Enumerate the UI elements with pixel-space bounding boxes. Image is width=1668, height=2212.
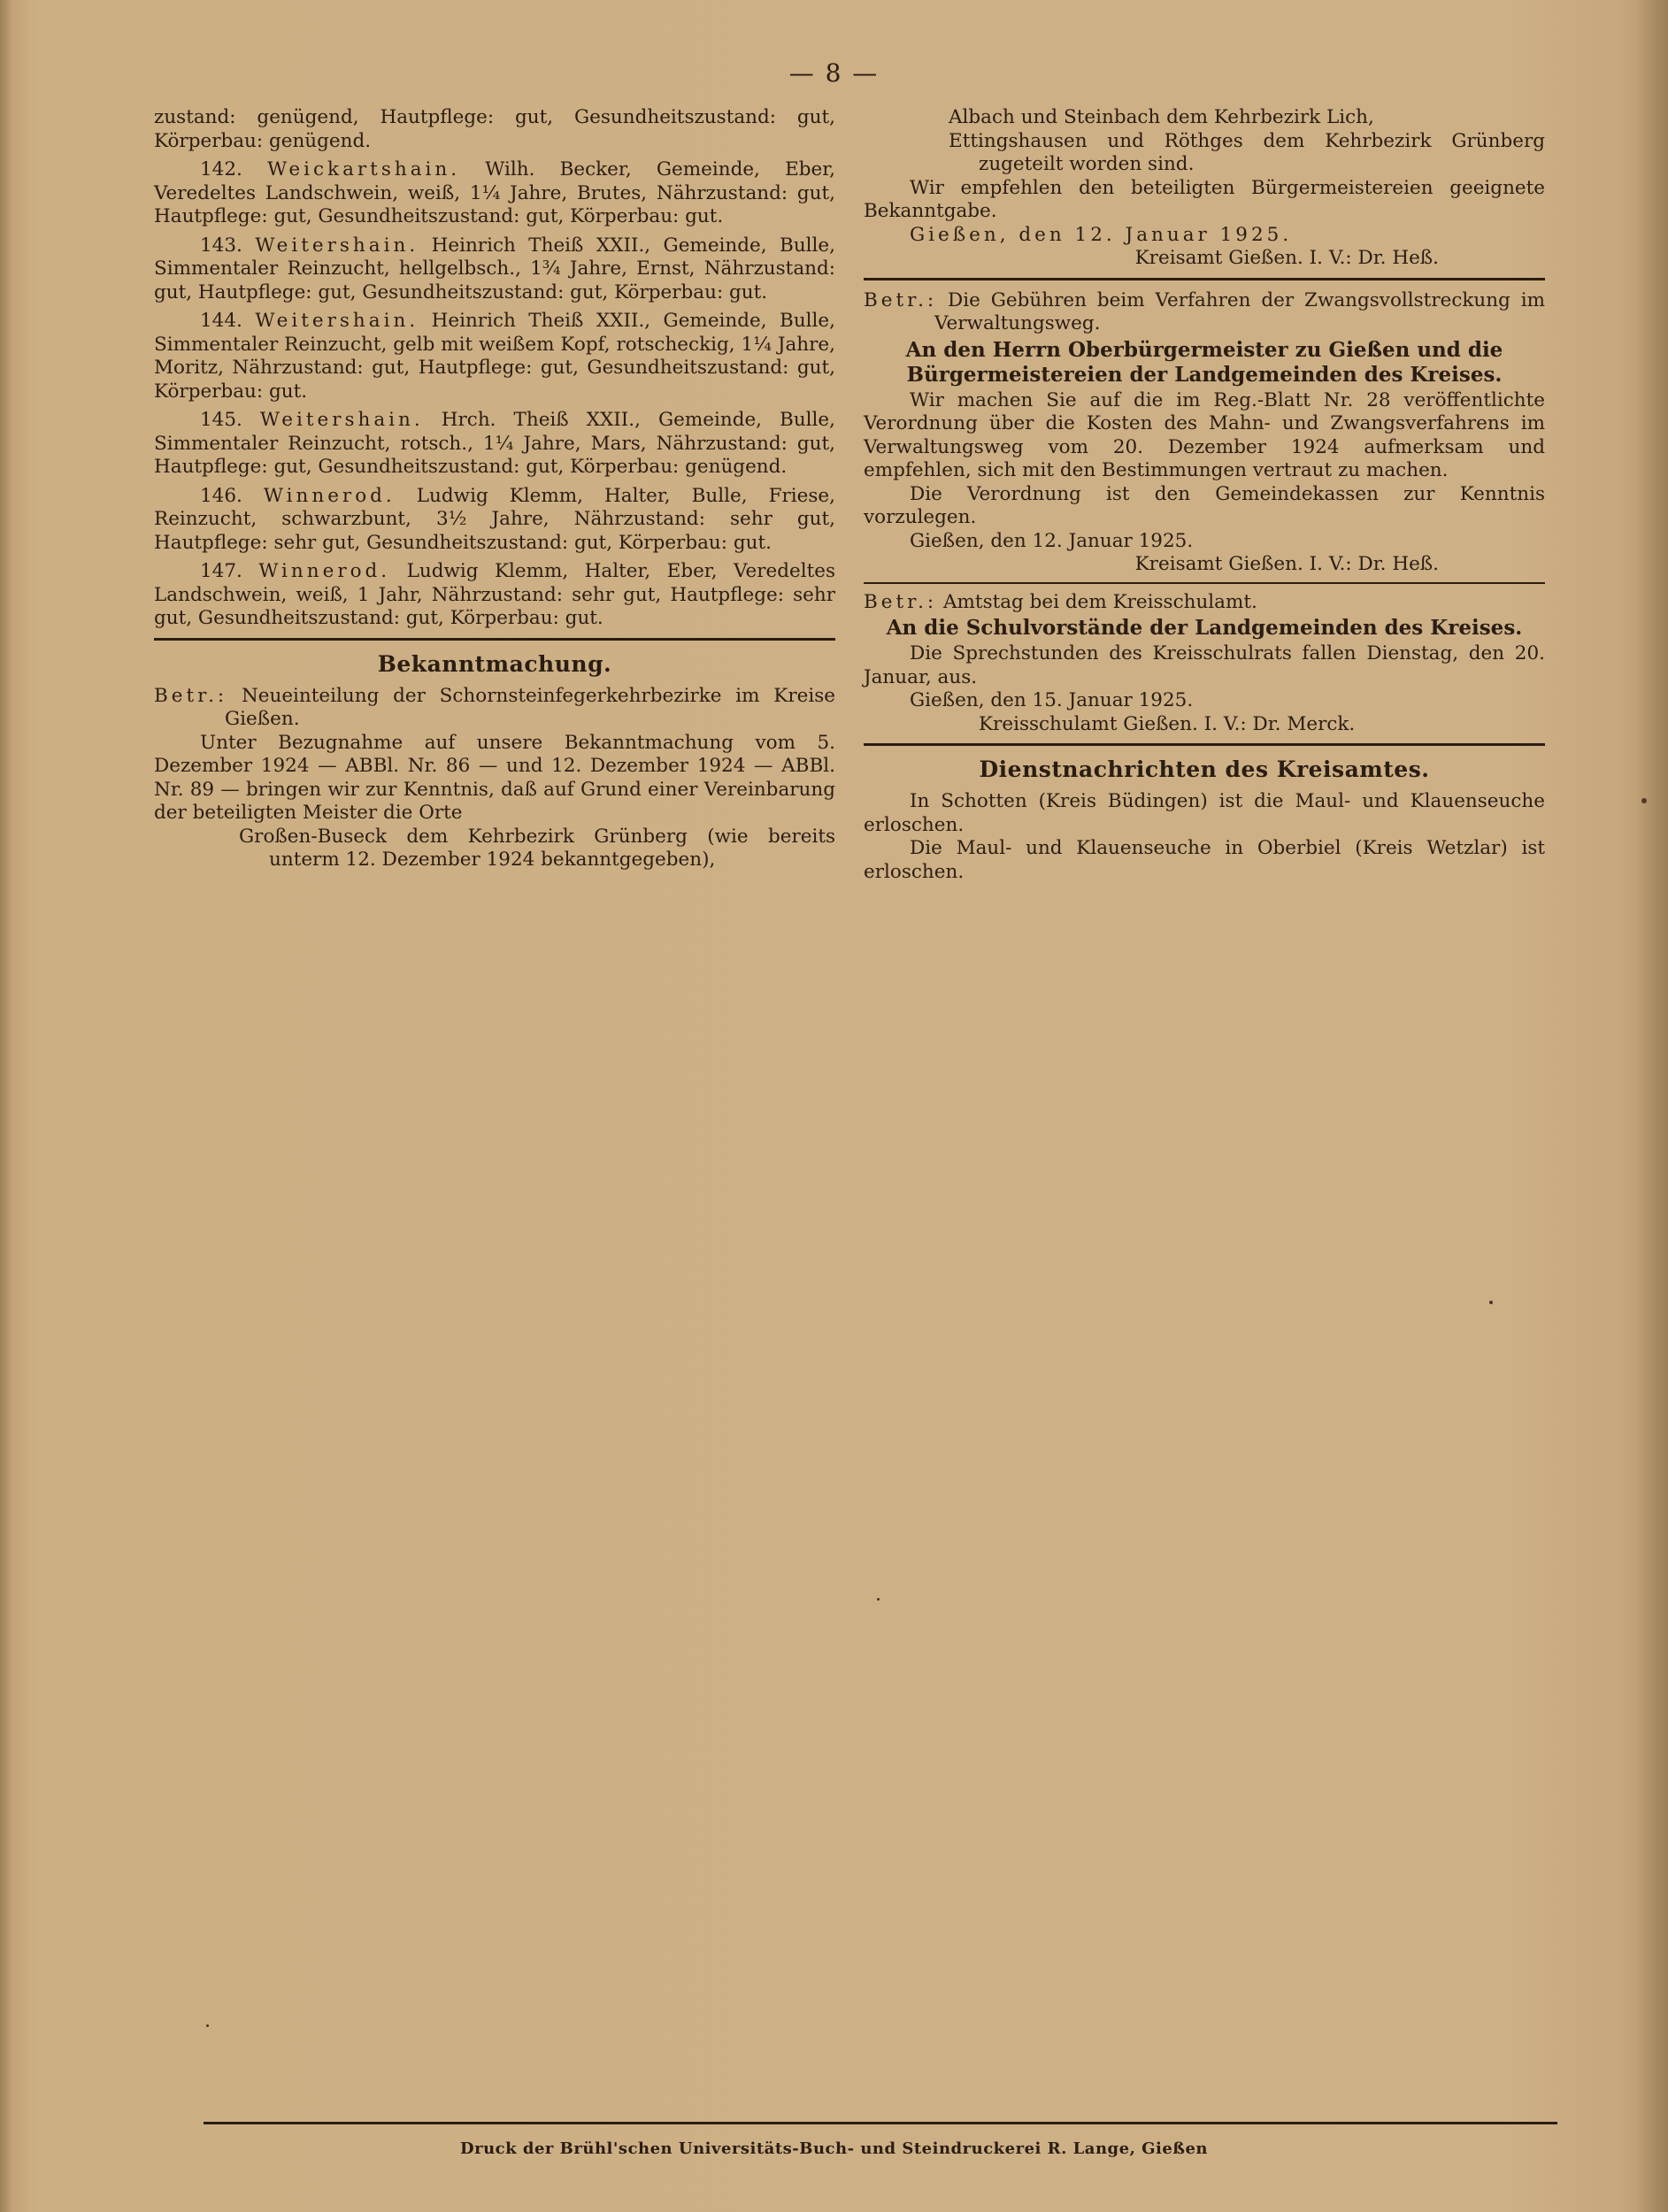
place-list-item: Ettingshausen und Röthges dem Kehrbezirk Grünberg zugeteilt worden sind.: [949, 129, 1545, 175]
notice-date: Gießen, den 12. Januar 1925.: [910, 223, 1293, 246]
notice-heading: Dienstnachrichten des Kreisamtes.: [979, 757, 1430, 782]
notice-signature: Kreisschulamt Gießen. I. V.: Dr. Merck.: [979, 712, 1356, 735]
betr-label: Betr.:: [864, 288, 938, 311]
entry-number: 142.: [200, 158, 242, 180]
notice-subject: [154, 685, 835, 732]
notice-addressee: An den Herrn Oberbürgermeister zu Gießen und die Bürgermeistereien der Landgemeinden des Kreises.: [905, 337, 1503, 387]
right-column: [864, 106, 1545, 884]
section-divider: [154, 638, 835, 641]
entry-146: [154, 485, 835, 556]
entry-143: [154, 234, 835, 305]
section-divider: [864, 582, 1545, 584]
ink-speck: [1641, 798, 1647, 803]
entry-number: 144.: [200, 310, 242, 332]
notice-body: Die Maul- und Klauenseuche in Oberbiel (Kreis Wetzlar) ist erloschen.: [864, 837, 1545, 883]
entry-144: [154, 310, 835, 403]
notice-body: Die Verordnung ist den Gemeindekassen zur Kenntnis vorzulegen.: [864, 482, 1545, 528]
section-divider: [864, 743, 1545, 746]
page-number: — 8 —: [788, 58, 880, 88]
place-list-item: Albach und Steinbach dem Kehrbezirk Lich,: [949, 106, 1374, 128]
entry-number: 145.: [200, 409, 242, 431]
recommendation-text: Wir empfehlen den beteiligten Bürgermeistereien geeignete Bekanntgabe.: [864, 176, 1545, 222]
left-column: [154, 106, 835, 872]
notice-subject: [864, 289, 1545, 336]
notice-place-list: Großen-Buseck dem Kehrbezirk Grünberg (wie bereits unterm 12. Dezember 1924 bekanntgegeben),: [239, 825, 835, 871]
ink-speck: [877, 1598, 880, 1601]
notice-signature: Kreisamt Gießen. I. V.: Dr. Heß.: [1134, 247, 1439, 269]
entry-place: Weitershain.: [255, 234, 419, 257]
betr-text: Amtstag bei dem Kreisschulamt.: [943, 590, 1257, 613]
entry-147: [154, 560, 835, 631]
notice-body: In Schotten (Kreis Büdingen) ist die Maul- und Klauenseuche erloschen.: [864, 790, 1545, 836]
entry-place: Winnerod.: [258, 560, 391, 582]
notice-date: Gießen, den 12. Januar 1925.: [910, 529, 1194, 552]
ink-speck: [206, 2024, 209, 2027]
notice-addressee: An die Schulvorstände der Landgemeinden des Kreises.: [886, 616, 1523, 640]
betr-text: Die Gebühren beim Verfahren der Zwangsvollstreckung im Verwaltungsweg.: [934, 288, 1545, 334]
footer-divider: [204, 2122, 1557, 2124]
entry-number: 143.: [200, 234, 242, 257]
entry-text: Hrch. Theiß XXII., Gemeinde, Bulle, Simmentaler Reinzucht, rotsch., 1¼ Jahre, Mars, Nährzustand: gut, Hautpflege: gut, Gesundheitszustand: gut, Körperbau: genügend.: [154, 409, 835, 478]
entry-place: Winnerod.: [263, 484, 396, 507]
entry-number: 146.: [200, 484, 242, 507]
ink-speck: [1489, 1301, 1493, 1304]
betr-label: Betr.:: [154, 684, 228, 707]
notice-heading: Bekanntmachung.: [377, 650, 612, 677]
entry-text: Ludwig Klemm, Halter, Eber, Veredeltes Landschwein, weiß, 1 Jahr, Nährzustand: sehr gut, Hautpflege: sehr gut, Gesundheitszustand: gut, Körperbau: gut.: [154, 560, 836, 629]
entry-text: Wilh. Becker, Gemeinde, Eber, Veredeltes Landschwein, weiß, 1¼ Jahre, Brutes, Nährzustand: gut, Hautpflege: gut, Gesundheitszustand: gut, Körperbau: gut.: [154, 158, 835, 227]
entry-place: Weitershain.: [259, 409, 424, 431]
notice-subject: [864, 591, 1545, 615]
notice-signature: Kreisamt Gießen. I. V.: Dr. Heß.: [1134, 553, 1439, 575]
entry-145: [154, 409, 835, 480]
notice-date: Gießen, den 15. Januar 1925.: [910, 689, 1194, 711]
entry-text: Heinrich Theiß XXII., Gemeinde, Bulle, Simmentaler Reinzucht, hellgelbsch., 1¾ Jahre, Ernst, Nährzustand: gut, Hautpflege: gut, Gesundheitszustand: gut, Körperbau: gut.: [154, 234, 835, 303]
entry-text: Ludwig Klemm, Halter, Bulle, Friese, Reinzucht, schwarzbunt, 3½ Jahre, Nährzustand: sehr gut, Hautpflege: sehr gut, Gesundheitszustand: gut, Körperbau: gut.: [154, 484, 835, 554]
printer-imprint: Druck der Brühl'schen Universitäts-Buch- und Steindruckerei R. Lange, Gießen: [460, 2139, 1208, 2158]
entry-142: [154, 158, 835, 229]
entry-text: Heinrich Theiß XXII., Gemeinde, Bulle, Simmentaler Reinzucht, gelb mit weißem Kopf, rotscheckig, 1¼ Jahre, Moritz, Nährzustand: gut, Hautpflege: gut, Gesundheitszustand: gut, Körperbau: gut.: [154, 310, 835, 403]
betr-text: Neueinteilung der Schornsteinfegerkehrbezirke im Kreise Gießen.: [225, 684, 836, 730]
notice-body: Wir machen Sie auf die im Reg.-Blatt Nr. 28 veröffentlichte Verordnung über die Kosten des Mahn- und Zwangsverfahrens im Verwaltungsweg vom 20. Dezember 1924 aufmerksam und empfehlen, sich mit den Bestimmungen vertraut zu machen.: [864, 388, 1545, 481]
entry-place: Weitershain.: [255, 310, 419, 332]
section-divider: [864, 278, 1545, 280]
notice-body: Unter Bezugnahme auf unsere Bekanntmachung vom 5. Dezember 1924 — ABBl. Nr. 86 — und 12. Dezember 1924 — ABBl. Nr. 89 — bringen wir zur Kenntnis, daß auf Grund einer Vereinbarung der beteiligten Meister die Orte: [154, 731, 835, 824]
entry-place: Weickartshain.: [267, 158, 461, 180]
betr-label: Betr.:: [864, 590, 938, 613]
notice-body: Die Sprechstunden des Kreisschulrats fallen Dienstag, den 20. Januar, aus.: [864, 642, 1545, 688]
entry-continuation: zustand: genügend, Hautpflege: gut, Gesundheitszustand: gut, Körperbau: genügend.: [154, 106, 835, 152]
entry-number: 147.: [200, 560, 242, 582]
